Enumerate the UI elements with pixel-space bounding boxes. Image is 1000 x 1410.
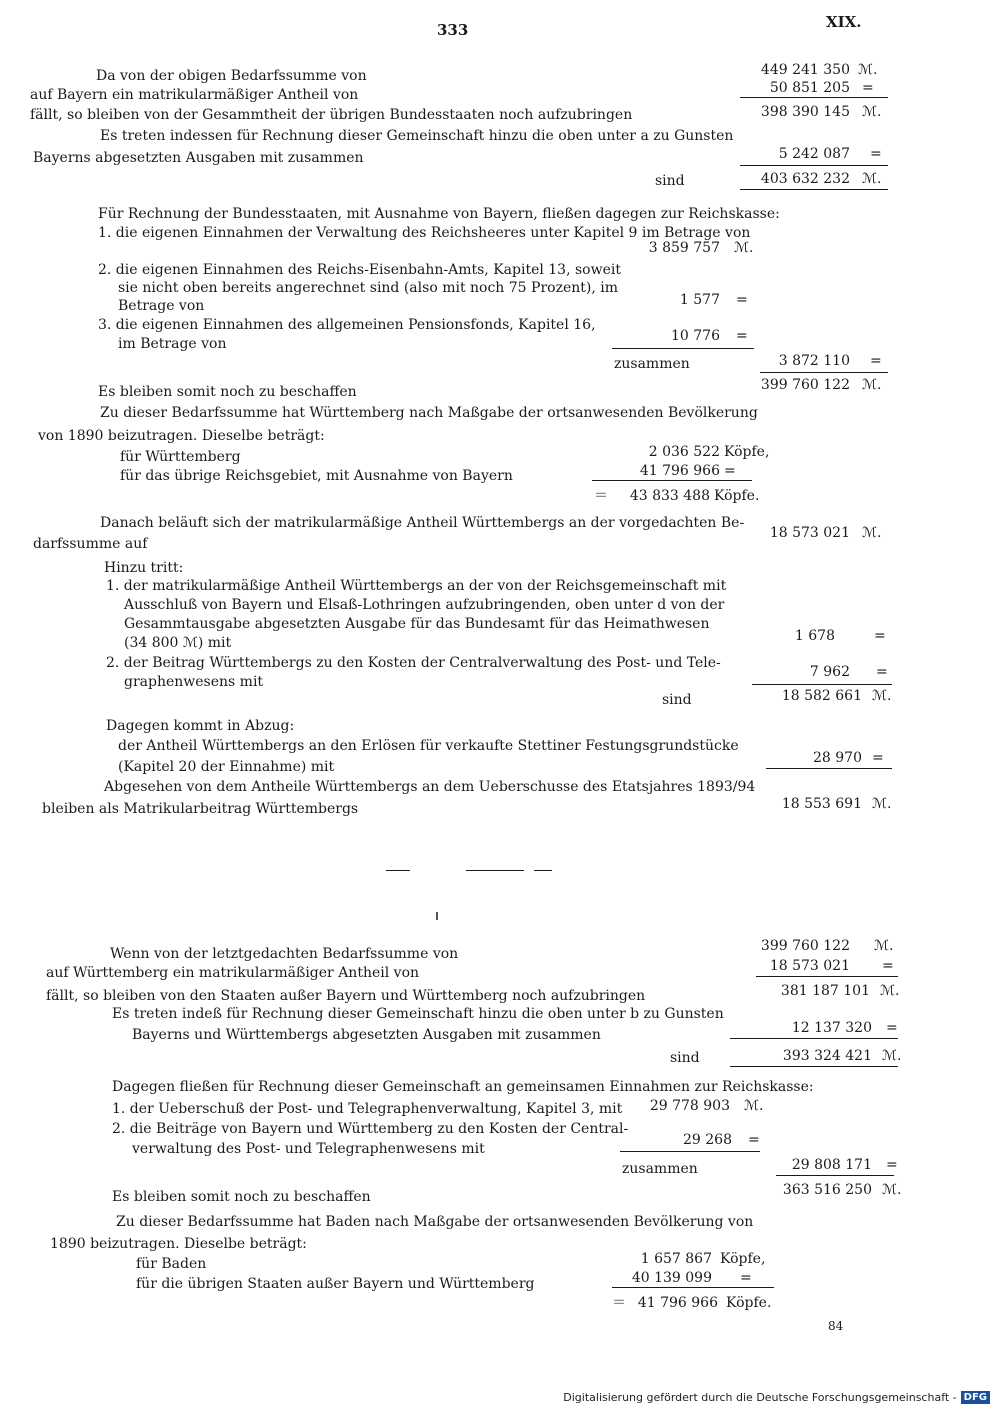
- sum-rule: [612, 1287, 774, 1288]
- text-line: darfssumme auf: [33, 536, 148, 552]
- amount: 10 776: [671, 328, 720, 344]
- text-line: 1. der matrikularmäßige Antheil Württembergs an der von der Reichsgemeinschaft mit: [106, 578, 727, 594]
- text-line: Da von der obigen Bedarfssumme von: [96, 68, 367, 84]
- amount: 18 553 691: [781, 796, 862, 812]
- unit: ℳ.: [734, 240, 754, 256]
- unit: =: [736, 292, 748, 308]
- separator: [534, 870, 552, 871]
- text-line: für die übrigen Staaten außer Bayern und Württemberg: [136, 1276, 535, 1292]
- unit: =: [870, 353, 882, 369]
- signature-mark: 84: [828, 1319, 844, 1333]
- amount: 5 242 087: [778, 146, 850, 162]
- unit: ℳ.: [882, 1182, 902, 1198]
- text-line: 2. die Beiträge von Bayern und Württemberg zu den Kosten der Central-: [112, 1121, 629, 1137]
- text-line: der Antheil Württembergs an den Erlösen für verkaufte Stettiner Festungsgrundstücke: [118, 738, 739, 754]
- unit: Köpfe.: [726, 1295, 772, 1311]
- unit: ℳ.: [862, 171, 882, 187]
- edge-mark: [436, 912, 438, 920]
- unit: =: [886, 1157, 898, 1173]
- unit: ℳ.: [858, 62, 878, 78]
- text-line: 3. die eigenen Einnahmen des allgemeinen Pensionsfonds, Kapitel 16,: [98, 317, 596, 333]
- unit: ℳ.: [862, 525, 882, 541]
- amount: 18 582 661: [781, 688, 862, 704]
- amount: 449 241 350: [760, 62, 850, 78]
- sum-rule: [592, 480, 752, 481]
- text-line: (Kapitel 20 der Einnahme) mit: [118, 759, 335, 775]
- unit: ℳ.: [744, 1098, 764, 1114]
- unit: =: [882, 958, 894, 974]
- amount: 399 760 122: [760, 938, 850, 954]
- text-line: für Baden: [136, 1256, 207, 1272]
- unit: =: [876, 664, 888, 680]
- unit: =: [748, 1132, 760, 1148]
- unit: Köpfe,: [724, 444, 770, 460]
- sum-label: sind: [670, 1050, 700, 1066]
- amount: 398 390 145: [760, 104, 850, 120]
- amount: 40 139 099: [631, 1270, 712, 1286]
- amount: 29 808 171: [791, 1157, 872, 1173]
- amount: 1 678: [794, 628, 835, 644]
- double-rule-mark: ＝: [594, 488, 608, 504]
- sum-rule: [730, 1038, 898, 1039]
- text-line: auf Württemberg ein matrikularmäßiger Antheil von: [46, 965, 420, 981]
- text-line: Es treten indessen für Rechnung dieser Gemeinschaft hinzu die oben unter a zu Gunsten: [100, 128, 734, 144]
- text-line: graphenwesens mit: [124, 674, 264, 690]
- amount: 12 137 320: [791, 1020, 872, 1036]
- amount: 403 632 232: [760, 171, 850, 187]
- text-line: Wenn von der letztgedachten Bedarfssumme von: [110, 946, 459, 962]
- text-line: Danach beläuft sich der matrikularmäßige Antheil Württembergs an der vorgedachten Be-: [100, 515, 745, 531]
- sum-rule: [752, 684, 892, 685]
- text-line: Es treten indeß für Rechnung dieser Gemeinschaft hinzu die oben unter b zu Gunsten: [112, 1006, 724, 1022]
- unit: =: [740, 1270, 752, 1286]
- text-line: im Betrage von: [118, 336, 227, 352]
- sum-rule: [730, 1066, 898, 1067]
- sum-rule: [740, 97, 888, 98]
- text-line: fällt, so bleiben von der Gesammtheit der übrigen Bundesstaaten noch aufzubringen: [30, 107, 633, 123]
- amount: 363 516 250: [782, 1182, 872, 1198]
- footer: [563, 1391, 990, 1404]
- text-line: Für Rechnung der Bundesstaaten, mit Ausnahme von Bayern, fließen dagegen zur Reichskasse:: [98, 206, 780, 222]
- amount: 28 970: [813, 750, 862, 766]
- unit: Köpfe.: [714, 488, 760, 504]
- amount: 7 962: [809, 664, 850, 680]
- text-line: sie nicht oben bereits angerechnet sind (also mit noch 75 Prozent), im: [118, 280, 619, 296]
- text-line: für Württemberg: [120, 449, 241, 465]
- text-line: Ausschluß von Bayern und Elsaß-Lothringen aufzubringenden, oben unter d von der: [124, 597, 725, 613]
- separator: [386, 870, 410, 871]
- unit: =: [870, 146, 882, 162]
- sum-rule: [760, 372, 888, 373]
- text-line: 1890 beizutragen. Dieselbe beträgt:: [50, 1236, 307, 1252]
- unit: =: [872, 750, 884, 766]
- text-line: Hinzu tritt:: [104, 560, 184, 576]
- unit: ℳ.: [880, 983, 900, 999]
- amount: 1 657 867: [640, 1251, 712, 1267]
- unit: ℳ.: [862, 377, 882, 393]
- sum-rule: [776, 1175, 894, 1176]
- unit: =: [886, 1020, 898, 1036]
- amount: 29 778 903: [649, 1098, 730, 1114]
- footer-text: Digitalisierung gefördert durch die Deutsche Forschungsgemeinschaft -: [563, 1391, 957, 1404]
- amount: 18 573 021: [769, 525, 850, 541]
- text-line: auf Bayern ein matrikularmäßiger Antheil von: [30, 87, 359, 103]
- unit: =: [862, 80, 874, 96]
- sum-rule: [766, 768, 892, 769]
- text-line: Dagegen kommt in Abzug:: [106, 718, 295, 734]
- amount: 50 851 205: [769, 80, 850, 96]
- text-line: 1. die eigenen Einnahmen der Verwaltung des Reichsheeres unter Kapitel 9 im Betrage von: [98, 225, 751, 241]
- sum-rule: [620, 1151, 760, 1152]
- text-line: von 1890 beizutragen. Dieselbe beträgt:: [38, 428, 325, 444]
- text-line: für das übrige Reichsgebiet, mit Ausnahme von Bayern: [120, 468, 513, 484]
- text-line: fällt, so bleiben von den Staaten außer Bayern und Württemberg noch aufzubringen: [46, 988, 646, 1004]
- sum-rule: [756, 976, 898, 977]
- amount: 1 577: [679, 292, 720, 308]
- amount: 2 036 522: [648, 444, 720, 460]
- text-line: 1. der Ueberschuß der Post- und Telegraphenverwaltung, Kapitel 3, mit: [112, 1101, 623, 1117]
- text-line: Abgesehen von dem Antheile Württembergs an dem Ueberschusse des Etatsjahres 1893/94: [104, 779, 756, 795]
- sum-rule: [612, 348, 754, 349]
- text-line: Zu dieser Bedarfssumme hat Württemberg nach Maßgabe der ortsanwesenden Bevölkerung: [100, 405, 758, 421]
- sum-rule: [740, 189, 888, 190]
- double-rule-mark: ＝: [612, 1295, 626, 1311]
- text-line: 2. die eigenen Einnahmen des Reichs-Eisenbahn-Amts, Kapitel 13, soweit: [98, 262, 621, 278]
- amount: 3 872 110: [778, 353, 850, 369]
- text-line: bleiben als Matrikularbeitrag Württembergs: [42, 801, 359, 817]
- amount: 18 573 021: [769, 958, 850, 974]
- amount: 399 760 122: [760, 377, 850, 393]
- amount: 29 268: [683, 1132, 732, 1148]
- amount: 381 187 101: [780, 983, 870, 999]
- text-line: 2. der Beitrag Württembergs zu den Kosten der Centralverwaltung des Post- und Tele-: [106, 655, 721, 671]
- sum-rule: [740, 165, 888, 166]
- text-line: verwaltung des Post- und Telegraphenwesens mit: [132, 1141, 485, 1157]
- unit: =: [736, 328, 748, 344]
- text-line: Gesammtausgabe abgesetzten Ausgabe für das Bundesamt für das Heimathwesen: [124, 616, 710, 632]
- unit: ℳ.: [862, 104, 882, 120]
- amount: 41 796 966: [637, 1295, 718, 1311]
- sum-label: sind: [655, 173, 685, 189]
- unit: =: [724, 463, 736, 479]
- text-line: Bayerns und Württembergs abgesetzten Ausgaben mit zusammen: [132, 1027, 601, 1043]
- amount: 3 859 757: [648, 240, 720, 256]
- unit: Köpfe,: [720, 1251, 766, 1267]
- dfg-logo: DFG: [961, 1391, 990, 1404]
- sum-label: zusammen: [622, 1161, 698, 1177]
- section-number: XIX.: [826, 13, 862, 31]
- text-line: Betrage von: [118, 298, 205, 314]
- text-line: Dagegen fließen für Rechnung dieser Gemeinschaft an gemeinsamen Einnahmen zur Reichskasse:: [112, 1079, 814, 1095]
- text-line: Es bleiben somit noch zu beschaffen: [98, 384, 357, 400]
- text-line: Es bleiben somit noch zu beschaffen: [112, 1189, 371, 1205]
- unit: ℳ.: [872, 688, 892, 704]
- unit: ℳ.: [882, 1048, 902, 1064]
- page-number: 333: [437, 21, 469, 39]
- unit: ℳ.: [874, 938, 894, 954]
- sum-label: zusammen: [614, 356, 690, 372]
- text-line: (34 800 ℳ) mit: [124, 635, 232, 651]
- amount: 41 796 966: [639, 463, 720, 479]
- text-line: Zu dieser Bedarfssumme hat Baden nach Maßgabe der ortsanwesenden Bevölkerung von: [116, 1214, 754, 1230]
- unit: ℳ.: [872, 796, 892, 812]
- text-line: Bayerns abgesetzten Ausgaben mit zusammen: [33, 150, 364, 166]
- separator: [466, 870, 524, 871]
- amount: 393 324 421: [782, 1048, 872, 1064]
- sum-label: sind: [662, 692, 692, 708]
- unit: =: [874, 628, 886, 644]
- amount: 43 833 488: [629, 488, 710, 504]
